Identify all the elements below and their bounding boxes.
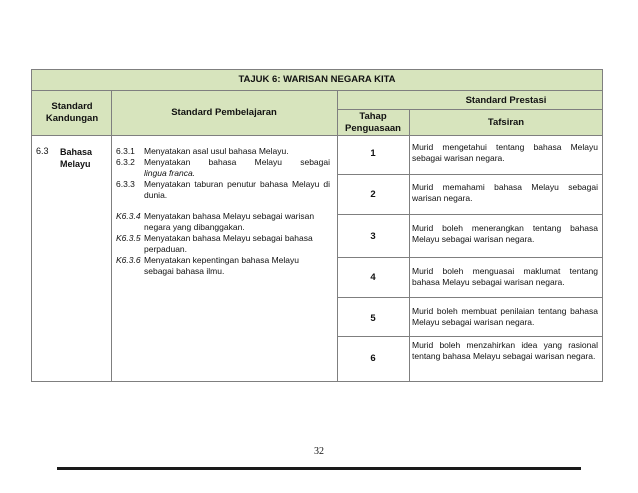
kemahiran-item-code: K6.3.6	[116, 255, 141, 265]
kemahiran-item-text: Menyatakan kepentingan bahasa Melayu sebagai bahasa ilmu.	[144, 255, 299, 276]
kemahiran-item-code: K6.3.5	[116, 233, 141, 243]
col-divider-tahap	[409, 109, 410, 382]
tafsiran-level-5: Murid boleh membuat penilaian tentang bahasa Melayu sebagai warisan negara.	[412, 306, 598, 327]
header-standard-prestasi: Standard Prestasi	[465, 95, 547, 106]
tafsiran-level-4: Murid boleh menguasai maklumat tentang bahasa Melayu sebagai warisan negara.	[412, 266, 598, 287]
header-tafsiran: Tafsiran	[487, 117, 525, 128]
pembelajaran-item-code: 6.3.2	[116, 157, 135, 167]
col-divider-kandungan	[111, 90, 112, 382]
kemahiran-item	[116, 211, 330, 233]
prestasi-row-divider-4	[337, 297, 603, 298]
kemahiran-item-text: Menyatakan bahasa Melayu sebagai bahasa perpaduan.	[144, 233, 313, 254]
tafsiran-level-1: Murid mengetahui tentang bahasa Melayu sebagai warisan negara.	[412, 142, 598, 163]
pembelajaran-item-code: 6.3.1	[116, 146, 135, 156]
title-row-divider	[31, 90, 603, 91]
pembelajaran-item-text: Menyatakan bahasa Melayu sebagai	[144, 157, 330, 167]
table-border-bottom	[31, 381, 603, 382]
tahap-level-6: 6	[370, 353, 376, 364]
prestasi-row-divider-2	[337, 214, 603, 215]
table-border-right	[602, 69, 603, 382]
tafsiran-level-6: Murid boleh menzahirkan idea yang rasional tentang bahasa Melayu sebagai warisan negara.	[412, 340, 598, 361]
kemahiran-item	[116, 233, 330, 255]
header-standard-kandungan: Standard Kandungan	[45, 101, 99, 124]
header-tahap-penguasaan: Tahap Penguasaan	[345, 111, 401, 134]
prestasi-subheader-divider	[337, 109, 603, 110]
pembelajaran-item	[116, 146, 330, 157]
kemahiran-item	[116, 255, 330, 277]
tafsiran-level-3: Murid boleh menerangkan tentang bahasa Melayu sebagai warisan negara.	[412, 223, 598, 244]
prestasi-row-divider-1	[337, 174, 603, 175]
kandungan-title: Bahasa Melayu	[60, 147, 93, 169]
prestasi-row-divider-5	[337, 336, 603, 337]
tahap-level-4: 4	[370, 272, 376, 283]
tafsiran-level-2: Murid memahami bahasa Melayu sebagai warisan negara.	[412, 182, 598, 203]
kemahiran-item-text: Menyatakan bahasa Melayu sebagai warisan negara yang dibanggakan.	[144, 211, 315, 232]
kemahiran-item-code: K6.3.4	[116, 211, 141, 221]
table-border-left	[31, 69, 32, 382]
pembelajaran-item-text: Menyatakan asal usul bahasa Melayu.	[144, 146, 289, 156]
pembelajaran-item-text-italic: lingua franca.	[144, 168, 196, 178]
pembelajaran-item-text: Menyatakan taburan penutur bahasa Melayu di dunia.	[144, 179, 330, 200]
pembelajaran-item	[116, 157, 330, 179]
prestasi-row-divider-3	[337, 257, 603, 258]
pembelajaran-item-text-block	[144, 157, 330, 179]
pembelajaran-item-code: 6.3.3	[116, 179, 135, 189]
table-border-top	[31, 69, 603, 70]
header-row-divider	[31, 135, 603, 136]
footer-rule	[57, 467, 581, 470]
tahap-level-5: 5	[370, 313, 376, 324]
pembelajaran-item	[116, 179, 330, 201]
pembelajaran-list	[116, 146, 330, 277]
tahap-level-1: 1	[370, 148, 376, 159]
header-standard-pembelajaran: Standard Pembelajaran	[171, 107, 277, 118]
kandungan-code: 6.3	[36, 146, 49, 156]
page-number: 32	[314, 446, 324, 457]
table-title: TAJUK 6: WARISAN NEGARA KITA	[238, 74, 396, 85]
tahap-level-2: 2	[370, 189, 376, 200]
tahap-level-3: 3	[370, 231, 376, 242]
